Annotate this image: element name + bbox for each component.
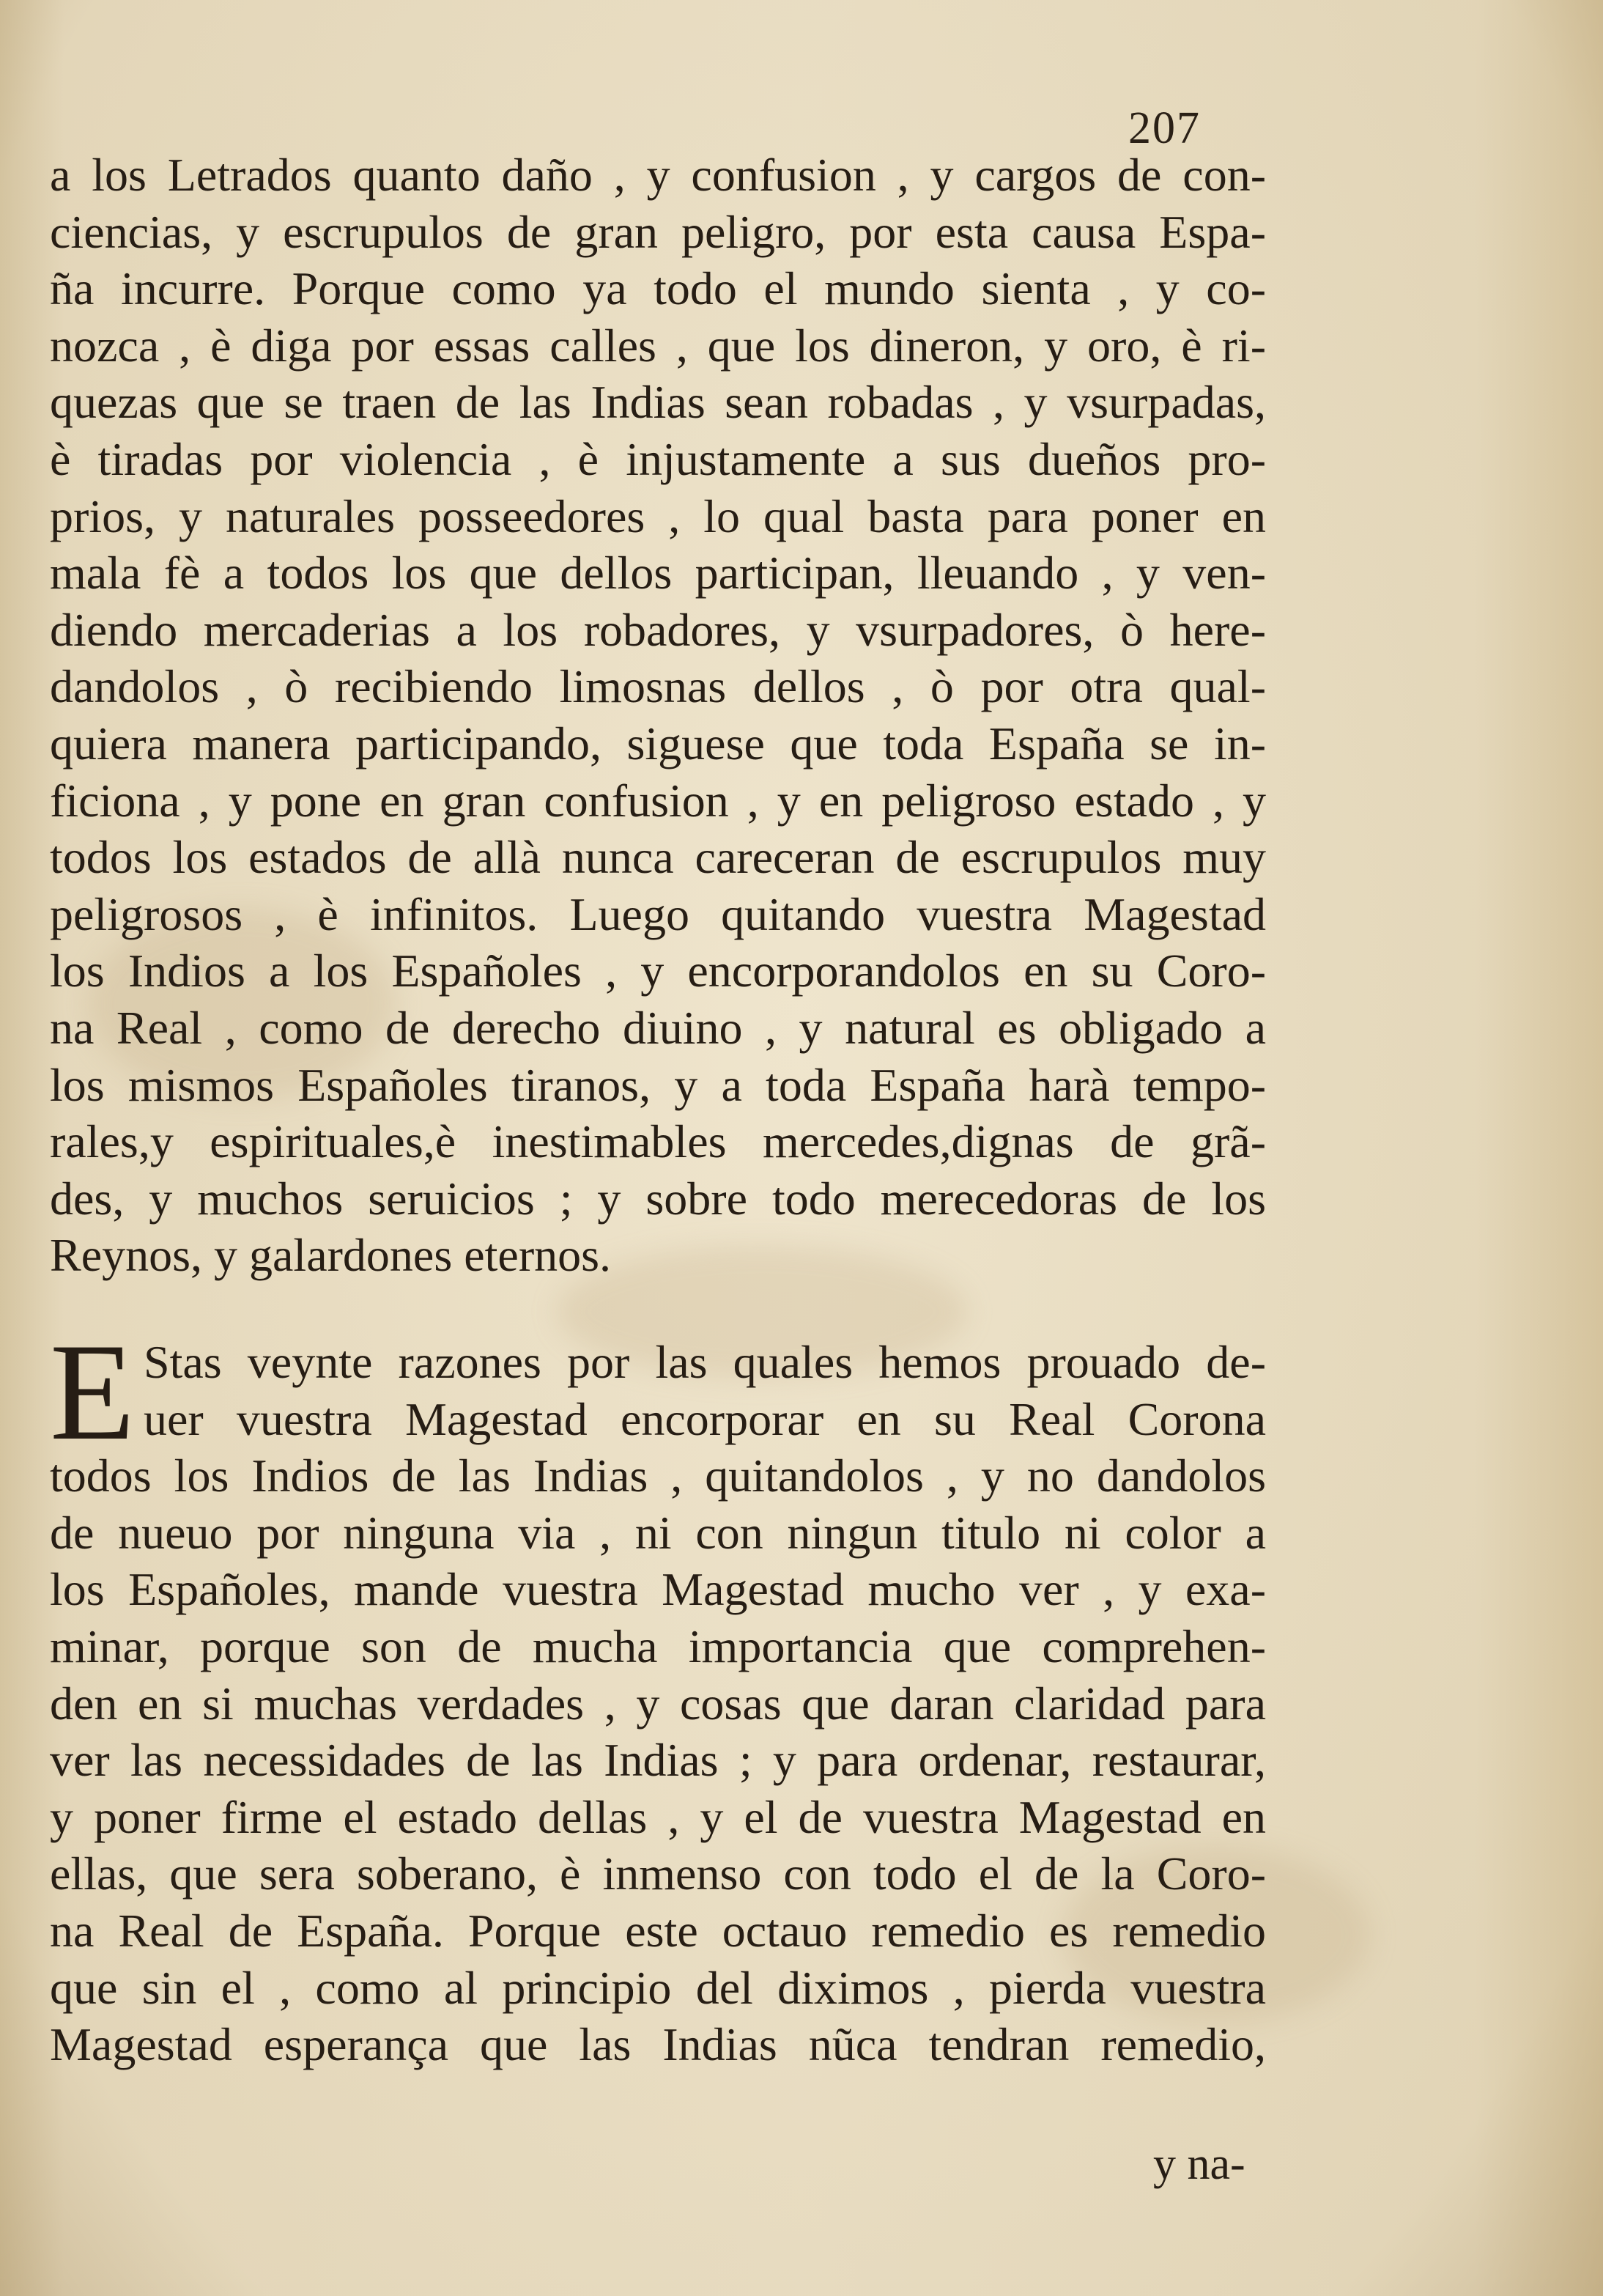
text-line: todos los estados de allà nunca careceran de escrupulos muy: [50, 831, 1266, 884]
text-line: y poner firme el estado dellas , y el de vuestra Magestad en: [50, 1790, 1266, 1843]
paragraph-two: [50, 1315, 1266, 2286]
text-line: Stas veynte razones por las quales hemos prouado de-: [144, 1336, 1266, 1388]
text-line: de nueuo por ninguna via , ni con ningun titulo ni color a: [50, 1506, 1266, 1559]
text-line: que sin el , como al principio del diximos , pierda vuestra: [50, 1961, 1266, 2014]
paragraph-one: [50, 147, 1266, 1284]
text-line: los Indios a los Españoles , y encorporandolos en su Coro-: [50, 945, 1266, 997]
text-line: Reynos, y galardones eternos.: [50, 1229, 612, 1282]
text-line: ciencias, y escrupulos de gran peligro, por esta causa Espa-: [50, 205, 1266, 258]
text-line: quezas que se traen de las Indias sean robadas , y vsurpadas,: [50, 376, 1266, 429]
text-line: nozca , è diga por essas calles , que los dineron, y oro, è ri-: [50, 319, 1266, 372]
text-line: quiera manera participando, siguese que toda España se in-: [50, 717, 1266, 769]
text-line: peligrosos , è infinitos. Luego quitando vuestra Magestad: [50, 887, 1266, 940]
text-line: des, y muchos seruicios ; y sobre todo merecedoras de los: [50, 1172, 1266, 1225]
text-line: los mismos Españoles tiranos, y a toda España harà tempo-: [50, 1058, 1266, 1111]
text-line: a los Letrados quanto daño , y confusion , y cargos de con-: [50, 149, 1266, 201]
text-line: Magestad esperança que las Indias nũca tendran remedio,: [50, 2018, 1266, 2071]
catchword: y na-: [1153, 2139, 1245, 2189]
text-line: na Real de España. Porque este octauo remedio es remedio: [50, 1904, 1266, 1957]
text-line: ver las necessidades de las Indias ; y para ordenar, restaurar,: [50, 1734, 1266, 1787]
text-line: prios, y naturales posseedores , lo qual basta para poner en: [50, 490, 1266, 542]
text-line: rales,y espirituales,è inestimables mercedes,dignas de grã-: [50, 1115, 1266, 1168]
text-line: ña incurre. Porque como ya todo el mundo sienta , y co-: [50, 262, 1266, 315]
text-line: ellas, que sera soberano, è inmenso con todo el de la Coro-: [50, 1847, 1266, 1900]
text-line: uer vuestra Magestad encorporar en su Real Corona: [144, 1392, 1266, 1445]
text-line: na Real , como de derecho diuino , y natural es obligado a: [50, 1001, 1266, 1054]
text-line: diendo mercaderias a los robadores, y vsurpadores, ò here-: [50, 603, 1266, 656]
text-line: los Españoles, mande vuestra Magestad mucho ver , y exa-: [50, 1563, 1266, 1616]
text-line: è tiradas por violencia , è injustamente a sus dueños pro-: [50, 432, 1266, 485]
text-line: mala fè a todos los que dellos participan, lleuando , y ven-: [50, 547, 1266, 599]
drop-cap-initial: E: [50, 1315, 136, 1469]
page-number: 207: [1128, 103, 1201, 153]
text-line: dandolos , ò recibiendo limosnas dellos , ò por otra qual-: [50, 660, 1266, 713]
text-line: minar, porque son de mucha importancia que comprehen-: [50, 1620, 1266, 1672]
text-line: ficiona , y pone en gran confusion , y en peligroso estado , y: [50, 774, 1266, 827]
text-line: den en si muchas verdades , y cosas que daran claridad para: [50, 1677, 1266, 1730]
text-line: todos los Indios de las Indias , quitandolos , y no dandolos: [50, 1450, 1266, 1502]
